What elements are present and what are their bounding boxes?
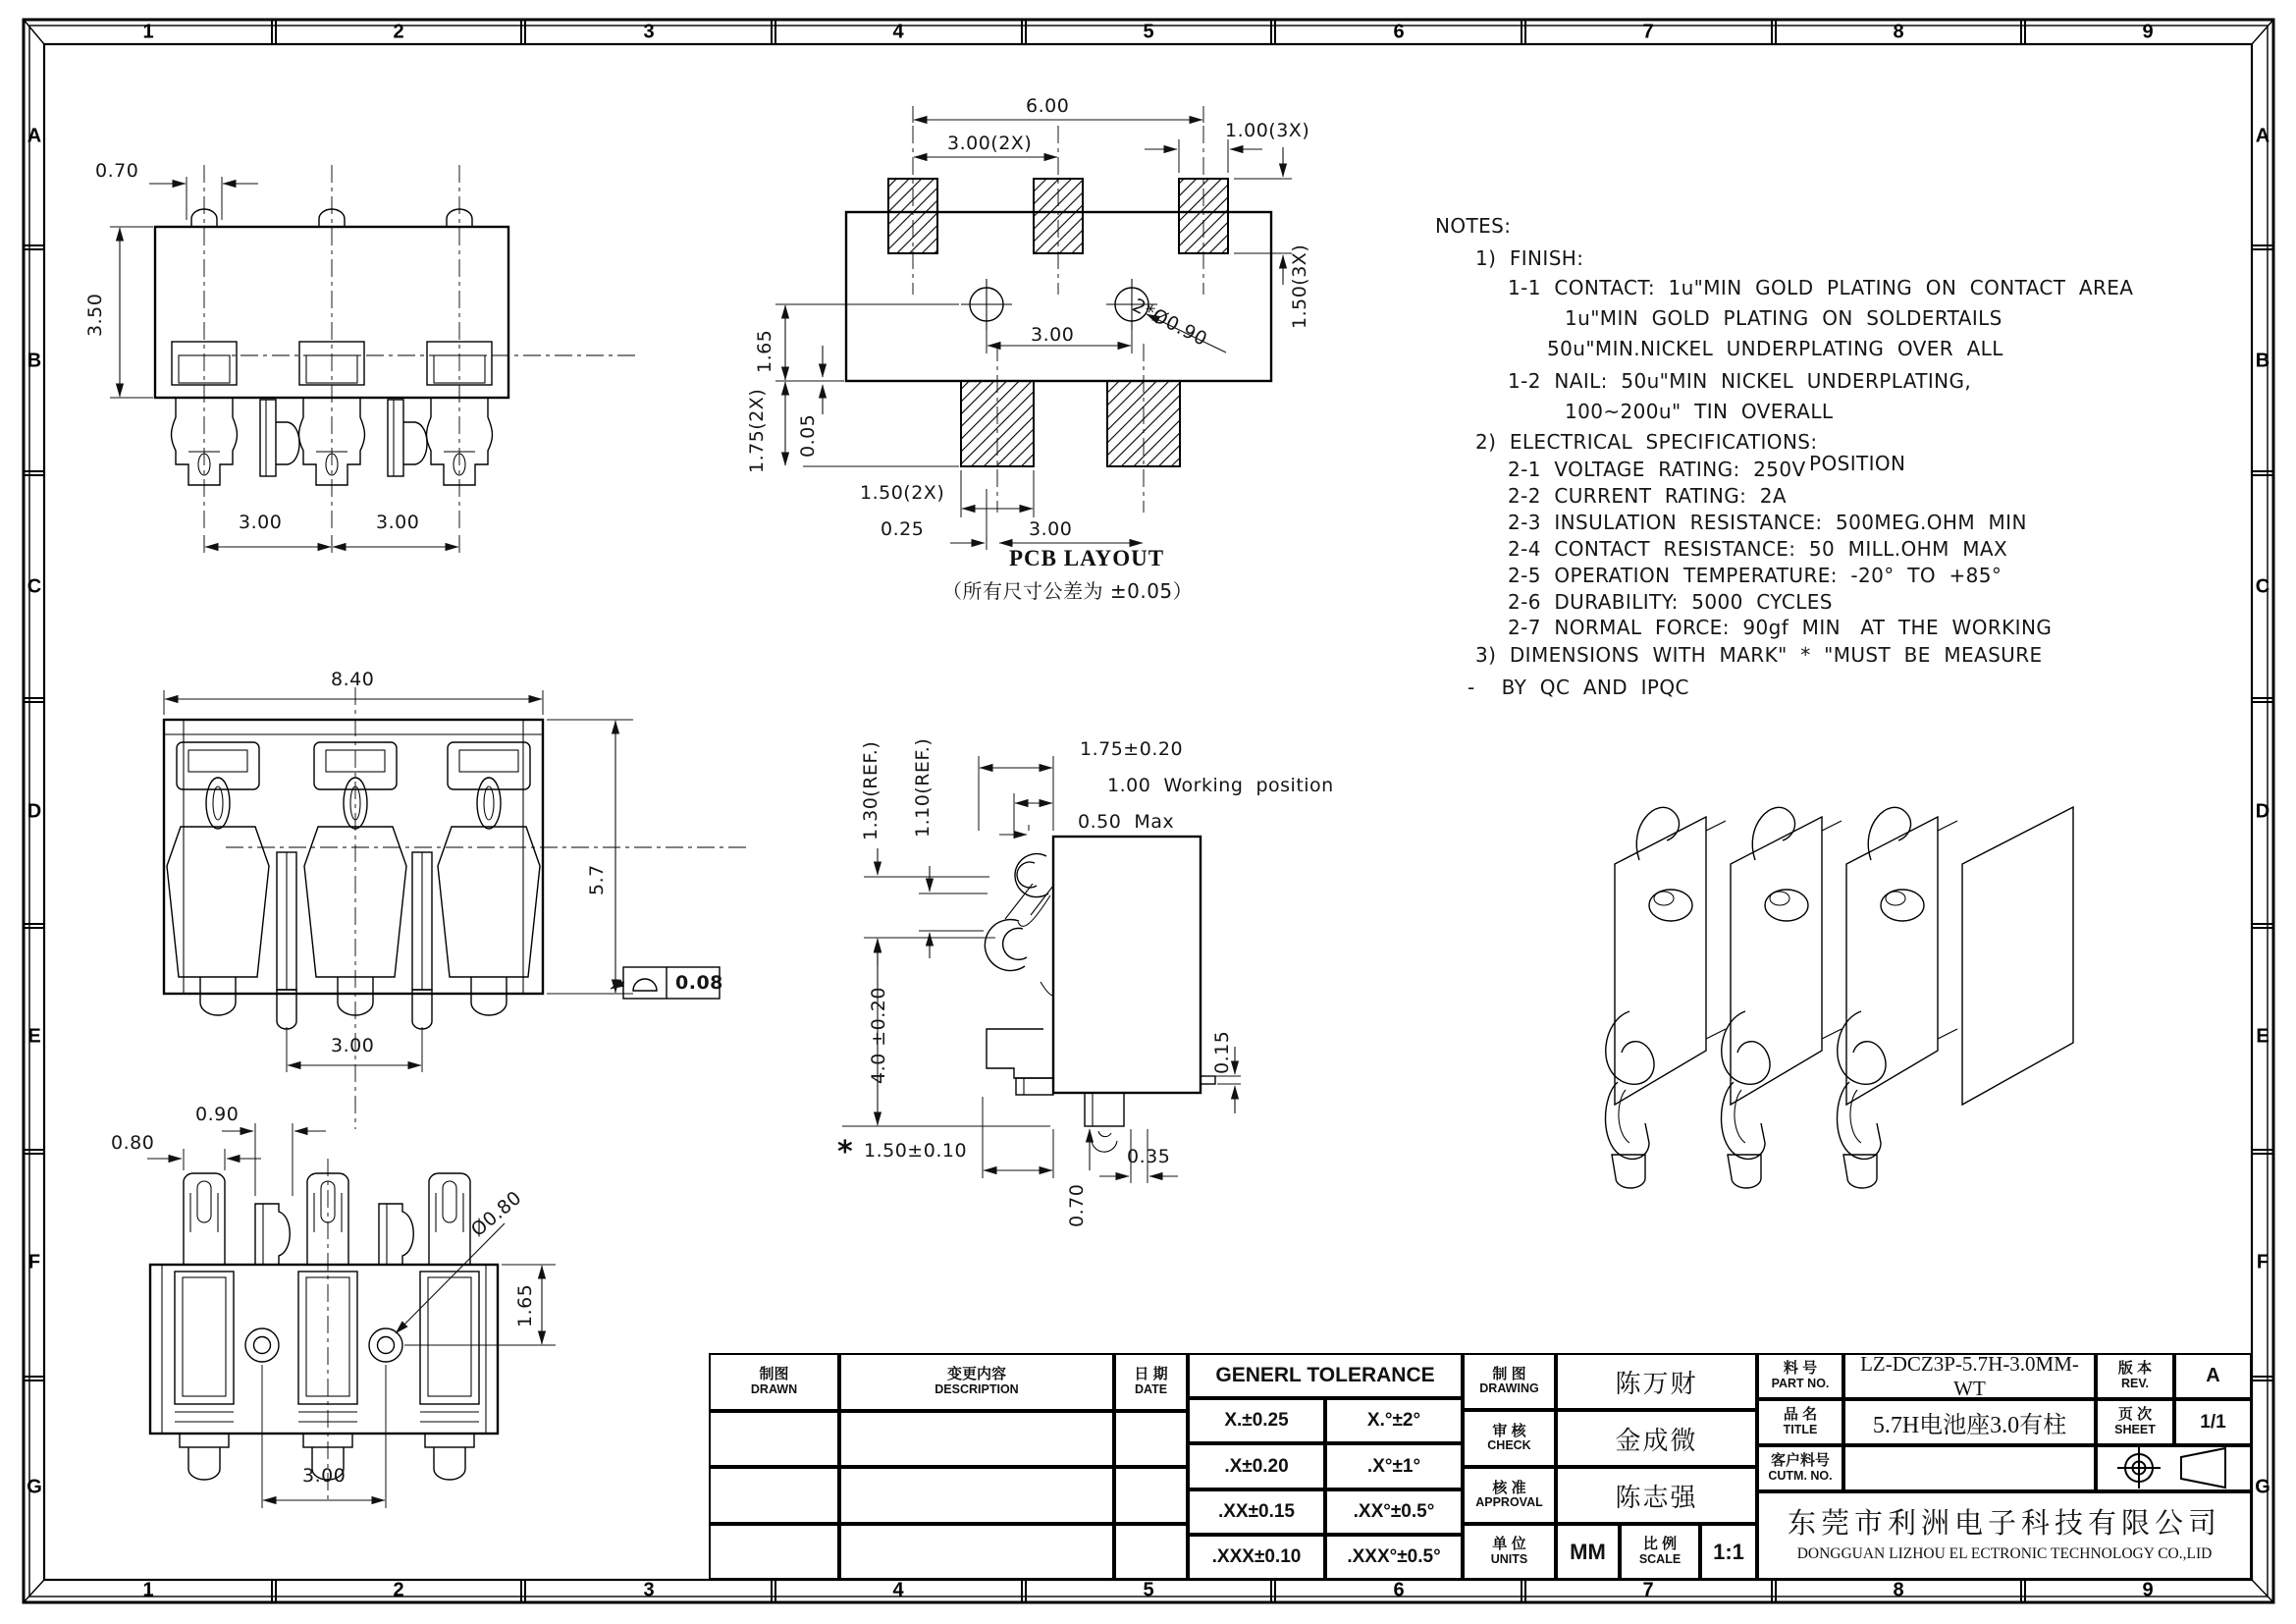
zone-row-label: F <box>2256 1251 2269 1273</box>
dim-label: 3.00 <box>331 1035 375 1056</box>
top-view-drawing <box>98 638 766 1100</box>
label: APPROVAL <box>1475 1495 1543 1510</box>
isometric-view-drawing <box>1561 766 2081 1247</box>
dim-label: 0.25 <box>881 518 925 540</box>
note-line: 1u"MIN GOLD PLATING ON SOLDERTAILS <box>1565 306 2002 330</box>
tolerance-header: GENERL TOLERANCE <box>1188 1353 1463 1398</box>
note-line: 1-2 NAIL: 50u"MIN NICKEL UNDERPLATING, <box>1508 369 1972 393</box>
dim-label: 1.75±0.20 <box>1080 738 1184 760</box>
note-line: 2-2 CURRENT RATING: 2A <box>1508 484 1787 508</box>
drawing-name: 陈万财 <box>1556 1353 1757 1410</box>
approval-name: 陈志强 <box>1556 1467 1757 1524</box>
dim-label: 0.05 <box>797 413 819 458</box>
dim-label: 0.15 <box>1211 1030 1233 1074</box>
zone-row-label: A <box>27 125 42 147</box>
rev-row-cell <box>839 1524 1114 1580</box>
zone-col-label: 8 <box>1893 21 1904 43</box>
dim-label: 1.65 <box>514 1283 536 1327</box>
note-line: 2-1 VOLTAGE RATING: 250V <box>1508 458 1806 481</box>
surface-profile-icon <box>633 979 657 991</box>
dim-label: 1.00(3X) <box>1225 120 1310 141</box>
nail-bracket <box>987 1029 1053 1095</box>
rev-row-cell <box>839 1411 1114 1467</box>
label: DESCRIPTION <box>934 1381 1019 1396</box>
title-label <box>1757 1399 1843 1445</box>
label: CHECK <box>1487 1438 1531 1453</box>
dim-label: 3.00 <box>1029 518 1073 540</box>
zone-row-label: E <box>2256 1025 2269 1048</box>
note-line: - BY QC AND IPQC <box>1468 676 1689 699</box>
label: DRAWING <box>1479 1381 1539 1396</box>
tolerance-cell: .XX°±0.5° <box>1325 1489 1463 1535</box>
note-line: 2-4 CONTACT RESISTANCE: 50 MILL.OHM MAX <box>1508 537 2008 561</box>
zone-row-label: B <box>2255 350 2270 372</box>
bottom-contact <box>184 1173 225 1265</box>
label: 页 次 <box>2117 1406 2153 1424</box>
zone-col-label: 2 <box>393 1579 404 1601</box>
note-line: 2) ELECTRICAL SPECIFICATIONS: <box>1475 430 1818 454</box>
note-line: 100~200u" TIN OVERALL <box>1565 400 1834 423</box>
part-no-label <box>1757 1353 1843 1399</box>
third-angle-projection-icon <box>2098 1447 2250 1489</box>
label: 变更内容 <box>946 1366 1006 1383</box>
dim-label: 1.10(REF.) <box>912 737 934 838</box>
check-name: 金成微 <box>1556 1410 1757 1467</box>
spring-contact <box>985 854 1053 996</box>
zone-col-label: 1 <box>142 1579 154 1601</box>
dim-label: 3.50 <box>84 293 106 337</box>
label: 单 位 <box>1492 1536 1526 1553</box>
rev-value: A <box>2174 1353 2252 1399</box>
dim-label: 5.7 <box>586 864 608 895</box>
dim-label: 1.30(REF.) <box>860 740 881 840</box>
rev-label <box>2096 1353 2174 1399</box>
drawing-label <box>1463 1353 1556 1410</box>
dim-label: 1.75(2X) <box>746 388 768 473</box>
note-line: 50u"MIN.NICKEL UNDERPLATING OVER ALL <box>1547 337 2003 360</box>
customer-no-value <box>1843 1445 2096 1491</box>
scale-label <box>1620 1524 1700 1580</box>
label: REV. <box>2120 1376 2150 1390</box>
note-line: 2-7 NORMAL FORCE: 90gf MIN AT THE WORKING <box>1508 616 2053 639</box>
dim-label: 1.50±0.10 <box>864 1140 968 1162</box>
dim-label: 0.90 <box>195 1104 240 1125</box>
dim-label: 1.50(3X) <box>1289 244 1310 329</box>
dim-label: 6.00 <box>1026 95 1070 117</box>
label: CUTM. NO. <box>1768 1468 1833 1483</box>
label: 比 例 <box>1642 1536 1678 1553</box>
zone-col-label: 9 <box>2142 21 2154 43</box>
units-label <box>1463 1524 1556 1580</box>
top-contact-module <box>167 742 269 1015</box>
customer-no-label <box>1757 1445 1843 1491</box>
zone-col-label: 4 <box>892 1579 904 1601</box>
locating-post-hole <box>245 1328 402 1362</box>
dim-label: 2*Ø0.90 <box>1129 295 1211 351</box>
label: SHEET <box>2114 1422 2156 1436</box>
sheet-value: 1/1 <box>2174 1399 2252 1445</box>
note-line: 1-1 CONTACT: 1u"MIN GOLD PLATING ON CONTACT AREA <box>1508 276 2134 299</box>
dim-label: 3.00(2X) <box>947 133 1033 154</box>
zone-col-label: 8 <box>1893 1579 1904 1601</box>
iso-contact-unit <box>1606 807 1727 1188</box>
dim-label: 3.00 <box>239 512 283 533</box>
tolerance-cell: .XXX±0.10 <box>1188 1535 1325 1580</box>
zone-col-label: 4 <box>892 21 904 43</box>
zone-row-label: A <box>2255 125 2270 147</box>
dim-label: 1.65 <box>754 329 775 373</box>
bottom-nail-contact <box>255 1204 290 1265</box>
zone-col-label: 6 <box>1393 21 1405 43</box>
pcb-layout-title: PCB LAYOUT <box>1009 546 1165 570</box>
rev-row-cell <box>1114 1524 1188 1580</box>
zone-row-label: G <box>2255 1476 2270 1498</box>
dim-label: 0.80 <box>111 1132 155 1154</box>
zone-row-label: B <box>27 350 42 372</box>
zone-col-label: 2 <box>393 21 404 43</box>
front-nail-contact <box>260 400 299 476</box>
approval-label <box>1463 1467 1556 1524</box>
note-line: 2-3 INSULATION RESISTANCE: 500MEG.OHM MIN <box>1508 511 2027 534</box>
label: 品 名 <box>1783 1406 1818 1424</box>
label: DRAWN <box>750 1381 798 1396</box>
tolerance-cell: .X±0.20 <box>1188 1443 1325 1489</box>
zone-row-label: D <box>2255 800 2270 823</box>
zone-col-label: 3 <box>643 1579 655 1601</box>
zone-col-label: 1 <box>142 21 154 43</box>
scale-value: 1:1 <box>1700 1524 1757 1580</box>
dim-label: 8.40 <box>331 669 375 690</box>
part-number: LZ-DCZ3P-5.7H-3.0MM-WT <box>1843 1353 2096 1399</box>
company-name-en: DONGGUAN LIZHOU EL ECTRONIC TECHNOLOGY CO.,LID <box>1796 1545 2213 1563</box>
dim-label: 0.70 <box>1066 1183 1088 1227</box>
tolerance-cell: X.°±2° <box>1325 1398 1463 1443</box>
label: 制图 <box>759 1366 789 1383</box>
tolerance-cell: .X°±1° <box>1325 1443 1463 1489</box>
label: 核 准 <box>1492 1479 1526 1496</box>
part-title: 5.7H电池座3.0有柱 <box>1843 1399 2096 1445</box>
sheet-label <box>2096 1399 2174 1445</box>
tolerance-cell: X.±0.25 <box>1188 1398 1325 1443</box>
label: UNITS <box>1490 1551 1528 1566</box>
rev-row-cell <box>709 1524 839 1580</box>
dim-label: 0.70 <box>95 160 139 182</box>
units-value: MM <box>1556 1524 1620 1580</box>
dim-label: 0.35 <box>1127 1146 1171 1167</box>
check-label <box>1463 1410 1556 1467</box>
dim-label: 3.00 <box>376 512 420 533</box>
label: DATE <box>1134 1381 1168 1396</box>
pcb-hole <box>961 279 1157 330</box>
critical-dim-star: * <box>837 1135 853 1169</box>
zone-col-label: 5 <box>1143 21 1154 43</box>
projection-symbol-cell <box>2096 1445 2252 1491</box>
notes-position-label: POSITION <box>1809 452 1906 475</box>
label: 日 期 <box>1134 1366 1168 1383</box>
dim-label: 1.50(2X) <box>860 482 945 504</box>
zone-col-label: 7 <box>1642 1579 1654 1601</box>
rev-row-cell <box>709 1411 839 1467</box>
note-line: 2-5 OPERATION TEMPERATURE: -20° TO +85° <box>1508 564 2002 587</box>
top-nail-contact <box>277 852 296 1029</box>
pcb-tolerance-note: （所有尺寸公差为 ±0.05） <box>942 579 1194 603</box>
rev-header-description <box>839 1353 1114 1411</box>
dim-label: 4.0 ±0.20 <box>868 987 889 1084</box>
front-view-drawing <box>59 98 648 569</box>
note-line: 3) DIMENSIONS WITH MARK" * "MUST BE MEASURE <box>1475 643 2043 667</box>
iso-end-plate <box>1962 807 2073 1105</box>
dim-label: Ø0.80 <box>466 1186 526 1241</box>
zone-col-label: 7 <box>1642 21 1654 43</box>
note-line: 1) FINISH: <box>1475 246 1584 270</box>
rev-row-cell <box>1114 1411 1188 1467</box>
rev-row-cell <box>1114 1467 1188 1524</box>
title-block <box>709 1353 2252 1580</box>
note-line: 2-6 DURABILITY: 5000 CYCLES <box>1508 590 1833 614</box>
zone-row-label: C <box>27 575 42 598</box>
dim-label: 1.00 Working position <box>1107 775 1334 796</box>
zone-col-label: 3 <box>643 21 655 43</box>
tolerance-cell: .XXX°±0.5° <box>1325 1535 1463 1580</box>
zone-row-label: E <box>27 1025 41 1048</box>
company-block <box>1757 1491 2252 1580</box>
dim-label: 3.00 <box>302 1465 347 1487</box>
zone-col-label: 9 <box>2142 1579 2154 1601</box>
zone-col-label: 6 <box>1393 1579 1405 1601</box>
rev-row-cell <box>709 1467 839 1524</box>
label: PART NO. <box>1771 1376 1830 1390</box>
notes-heading: NOTES: <box>1435 214 1512 238</box>
dim-label: 0.50 Max <box>1078 811 1175 833</box>
label: 客户料号 <box>1770 1452 1830 1470</box>
tolerance-frame-value: 0.08 <box>675 972 723 994</box>
zone-row-label: F <box>27 1251 41 1273</box>
label: 审 核 <box>1492 1422 1526 1439</box>
bottom-module-slot <box>175 1272 234 1480</box>
label: 料 号 <box>1783 1360 1818 1378</box>
rev-header-date <box>1114 1353 1188 1411</box>
zone-row-label: G <box>27 1476 42 1498</box>
zone-row-label: D <box>27 800 42 823</box>
dim-label: 3.00 <box>1031 324 1075 346</box>
zone-col-label: 5 <box>1143 1579 1154 1601</box>
label: TITLE <box>1783 1422 1818 1436</box>
tolerance-cell: .XX±0.15 <box>1188 1489 1325 1535</box>
label: SCALE <box>1638 1551 1682 1566</box>
rev-header-drawn <box>709 1353 839 1411</box>
zone-row-label: C <box>2255 575 2270 598</box>
rev-row-cell <box>839 1467 1114 1524</box>
solder-foot <box>1085 1076 1215 1152</box>
label: 版 本 <box>2117 1360 2153 1378</box>
label: 制 图 <box>1492 1365 1526 1382</box>
company-name-cn: 东莞市利洲电子科技有限公司 <box>1787 1507 2221 1540</box>
